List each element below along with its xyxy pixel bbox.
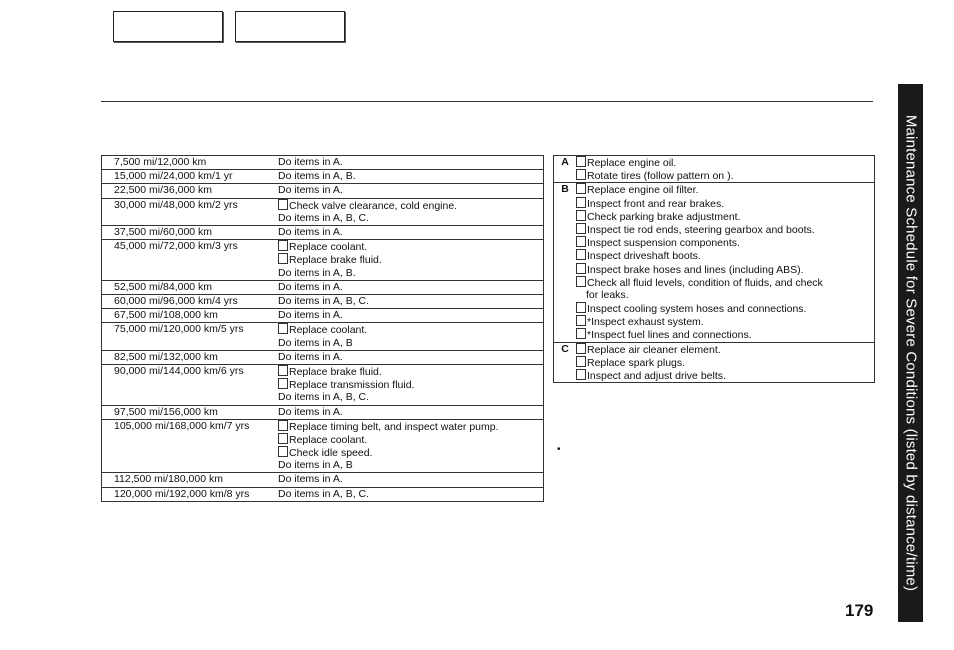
item-line — [278, 156, 543, 169]
section-sidebar — [898, 84, 923, 622]
item-line — [278, 337, 543, 350]
group-code: B — [561, 183, 569, 196]
items-cell — [278, 365, 543, 405]
checkbox-icon — [576, 343, 586, 354]
item-line — [278, 473, 543, 486]
item-text: Rotate tires (follow pattern on ). — [587, 170, 734, 183]
mileage-cell: 67,500 mi/108,000 km — [114, 309, 218, 322]
mileage-cell: 22,500 mi/36,000 km — [114, 184, 213, 197]
mileage-cell: 7,500 mi/12,000 km — [114, 156, 207, 168]
item-line — [576, 276, 870, 289]
schedule-row — [102, 198, 543, 225]
item-text: Do items in A. — [278, 225, 343, 238]
schedule-row — [102, 322, 543, 349]
item-text: Do items in A, B — [278, 459, 353, 472]
schedule-table — [101, 155, 544, 502]
item-text: Do items in A. — [278, 473, 343, 486]
item-text: Inspect brake hoses and lines (including ABS). — [587, 263, 804, 276]
item-line — [278, 446, 543, 459]
item-line — [278, 295, 543, 308]
item-text: Inspect tie rod ends, steering gearbox and boots. — [587, 223, 815, 236]
schedule-row — [102, 405, 543, 419]
items-cell — [278, 281, 543, 294]
item-line — [278, 240, 543, 253]
item-line — [278, 459, 543, 472]
item-line — [278, 267, 543, 280]
mileage-cell: 30,000 mi/48,000 km/2 yrs — [114, 198, 238, 211]
schedule-row — [102, 183, 543, 197]
item-line — [278, 488, 543, 501]
tab-box-1 — [113, 11, 223, 42]
checkbox-icon — [576, 328, 586, 339]
item-text: Replace coolant. — [289, 241, 368, 254]
item-text: Replace brake fluid. — [289, 365, 382, 378]
item-text: Do items in A, B. — [278, 266, 356, 279]
items-cell — [278, 488, 543, 501]
schedule-row — [102, 350, 543, 364]
item-text: Check all fluid levels, condition of fluids, and check — [587, 276, 823, 289]
item-text: Do items in A. — [278, 184, 343, 197]
item-line — [576, 210, 870, 223]
mileage-cell: 52,500 mi/84,000 km — [114, 280, 213, 293]
mileage-cell: 37,500 mi/60,000 km — [114, 225, 213, 238]
item-line — [576, 236, 870, 249]
item-text: Replace spark plugs. — [587, 356, 686, 369]
item-line — [576, 356, 870, 369]
checkbox-icon — [576, 302, 586, 313]
mileage-cell: 90,000 mi/144,000 km/6 yrs — [114, 364, 244, 377]
item-text: Do items in A. — [278, 280, 343, 293]
item-text: Do items in A. — [278, 156, 343, 168]
item-line — [278, 420, 543, 433]
mileage-cell: 45,000 mi/72,000 km/3 yrs — [114, 240, 238, 253]
items-cell — [278, 351, 543, 364]
group-items — [576, 343, 874, 383]
item-line — [576, 156, 870, 169]
schedule-row — [102, 364, 543, 405]
item-line — [576, 249, 870, 262]
item-line — [278, 212, 543, 225]
checkbox-icon — [576, 236, 586, 247]
checkbox-icon — [278, 253, 288, 264]
item-line — [278, 323, 543, 336]
checkbox-icon — [576, 169, 586, 180]
group-code: C — [561, 342, 569, 355]
item-text: Check valve clearance, cold engine. — [289, 199, 458, 212]
item-line — [278, 351, 543, 364]
checkbox-icon — [278, 378, 288, 389]
mileage-cell: 120,000 mi/192,000 km/8 yrs — [114, 487, 250, 500]
item-line — [278, 406, 543, 419]
sidebar-title: Maintenance Schedule for Severe Conditions (listed by distance/time) — [902, 114, 919, 592]
item-text: Inspect driveshaft boots. — [587, 250, 701, 263]
items-cell — [278, 473, 543, 486]
schedule-row — [102, 239, 543, 280]
tab-box-2 — [235, 11, 345, 42]
checkbox-icon — [576, 315, 586, 326]
item-line — [576, 169, 870, 182]
item-text: Replace air cleaner element. — [587, 343, 721, 356]
item-text: Do items in A, B, C. — [278, 391, 370, 404]
checkbox-icon — [278, 240, 288, 251]
checkbox-icon — [278, 365, 288, 376]
item-text: Do items in A, B — [278, 336, 353, 349]
item-line — [576, 223, 870, 236]
item-line — [278, 199, 543, 212]
group-items — [576, 183, 874, 341]
schedule-row — [102, 308, 543, 322]
item-text: Do items in A. — [278, 405, 343, 418]
item-line — [278, 391, 543, 404]
items-cell — [278, 170, 543, 183]
items-cell — [278, 420, 543, 473]
item-text: Do items in A, B, C. — [278, 211, 370, 224]
item-text: Inspect front and rear brakes. — [587, 197, 725, 210]
item-text: Replace transmission fluid. — [289, 379, 415, 392]
checkbox-icon — [278, 323, 288, 334]
item-line — [278, 170, 543, 183]
item-text: Do items in A. — [278, 350, 343, 363]
checkbox-icon — [576, 263, 586, 274]
group-code: A — [561, 156, 569, 168]
items-cell — [278, 406, 543, 419]
item-text: Replace timing belt, and inspect water pump. — [289, 420, 499, 433]
checkbox-icon — [576, 223, 586, 234]
mileage-cell: 112,500 mi/180,000 km — [114, 473, 223, 486]
item-line — [278, 433, 543, 446]
checkbox-icon — [576, 183, 586, 194]
item-text: Replace coolant. — [289, 324, 368, 337]
item-line — [278, 365, 543, 378]
items-cell — [278, 184, 543, 197]
group-row — [554, 342, 874, 383]
items-cell — [278, 156, 543, 169]
checkbox-icon — [576, 156, 586, 167]
items-cell — [278, 199, 543, 225]
item-text: Check idle speed. — [289, 447, 373, 460]
group-row — [554, 182, 874, 341]
schedule-row — [102, 169, 543, 183]
schedule-row — [102, 472, 543, 486]
item-text: Inspect suspension components. — [587, 237, 740, 250]
schedule-row — [102, 419, 543, 473]
item-line — [576, 369, 870, 382]
item-line — [278, 253, 543, 266]
items-cell — [278, 226, 543, 239]
mileage-cell: 15,000 mi/24,000 km/1 yr — [114, 170, 233, 183]
item-line — [278, 281, 543, 294]
item-text: Do items in A, B, C. — [278, 487, 370, 500]
maintenance-groups-table — [553, 155, 875, 383]
item-text: *Inspect exhaust system. — [587, 316, 704, 329]
schedule-row — [102, 225, 543, 239]
header-rule — [101, 101, 873, 102]
item-line — [278, 184, 543, 197]
checkbox-icon — [576, 356, 586, 367]
items-cell — [278, 295, 543, 308]
checkbox-icon — [576, 249, 586, 260]
mileage-cell: 82,500 mi/132,000 km — [114, 350, 218, 363]
item-text: Do items in A. — [278, 309, 343, 322]
item-text: *Inspect fuel lines and connections. — [587, 329, 752, 342]
schedule-row — [102, 487, 543, 501]
checkbox-icon — [576, 210, 586, 221]
item-line — [576, 263, 870, 276]
item-text: for leaks. — [586, 288, 629, 301]
item-line — [278, 378, 543, 391]
mileage-cell: 97,500 mi/156,000 km — [114, 405, 218, 418]
schedule-row — [102, 156, 543, 169]
mileage-cell: 105,000 mi/168,000 km/7 yrs — [114, 419, 250, 432]
item-text: Check parking brake adjustment. — [587, 210, 741, 223]
item-line — [576, 183, 870, 196]
checkbox-icon — [278, 446, 288, 457]
item-line — [576, 197, 870, 210]
group-row — [554, 156, 874, 182]
item-line — [576, 302, 870, 315]
schedule-row — [102, 280, 543, 294]
item-text: Do items in A, B, C. — [278, 294, 370, 307]
items-cell — [278, 323, 543, 349]
note-bullet: • — [557, 444, 561, 455]
item-line — [576, 343, 870, 356]
item-line — [278, 309, 543, 322]
item-line — [278, 226, 543, 239]
page-number: 179 — [845, 601, 874, 620]
schedule-row — [102, 294, 543, 308]
items-cell — [278, 309, 543, 322]
item-text: Replace engine oil filter. — [587, 184, 699, 197]
checkbox-icon — [278, 199, 288, 210]
item-text: Inspect and adjust drive belts. — [587, 370, 726, 382]
checkbox-icon — [278, 433, 288, 444]
checkbox-icon — [576, 276, 586, 287]
item-text: Do items in A, B. — [278, 170, 356, 183]
item-text: Replace coolant. — [289, 433, 368, 446]
checkbox-icon — [278, 420, 288, 431]
item-line — [576, 315, 870, 328]
checkbox-icon — [576, 369, 586, 380]
items-cell — [278, 240, 543, 280]
mileage-cell: 60,000 mi/96,000 km/4 yrs — [114, 294, 238, 307]
item-text: Replace brake fluid. — [289, 254, 382, 267]
item-text: Inspect cooling system hoses and connections. — [587, 303, 807, 316]
mileage-cell: 75,000 mi/120,000 km/5 yrs — [114, 323, 244, 336]
item-text: Replace engine oil. — [587, 157, 677, 169]
item-line — [576, 289, 870, 302]
checkbox-icon — [576, 197, 586, 208]
group-items — [576, 156, 874, 182]
item-line — [576, 328, 870, 341]
